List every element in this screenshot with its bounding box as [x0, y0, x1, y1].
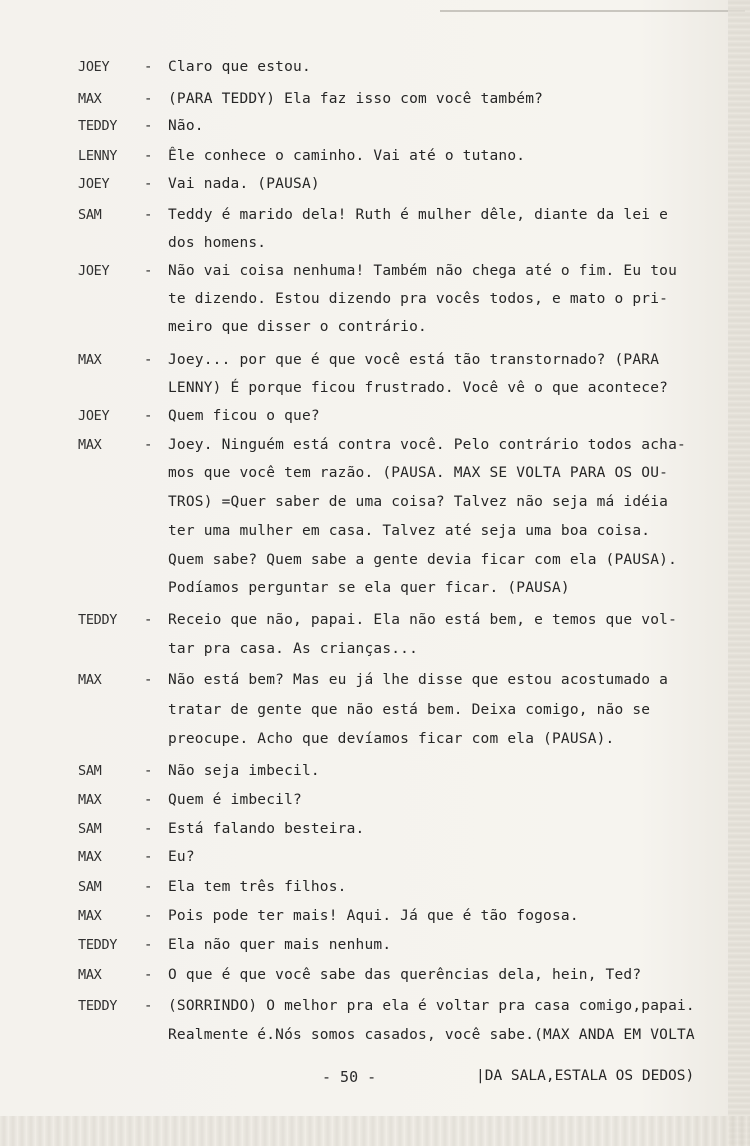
script-line [0, 352, 720, 376]
speaker-dash: - [144, 176, 153, 192]
script-line [0, 672, 720, 696]
speaker-name: SAM [78, 821, 102, 837]
speaker-name: MAX [78, 849, 102, 865]
script-line [0, 998, 720, 1022]
speaker-dash: - [144, 352, 153, 368]
dialogue-text: Ela não quer mais nenhum. [168, 937, 392, 953]
dialogue-text: Quem ficou o que? [168, 408, 320, 424]
speaker-name: SAM [78, 207, 102, 223]
speaker-name: LENNY [78, 148, 118, 164]
script-line [0, 437, 720, 461]
dialogue-text: (SORRINDO) O melhor pra ela é voltar pra casa comigo,papai. [168, 998, 695, 1014]
speaker-dash: - [144, 763, 153, 779]
script-line [0, 59, 720, 83]
stage-direction-continuation: |DA SALA,ESTALA OS DEDOS) [476, 1068, 695, 1084]
speaker-name: JOEY [78, 176, 110, 192]
page-number: - 50 - [322, 1068, 377, 1086]
speaker-dash: - [144, 672, 153, 688]
dialogue-text: Claro que estou. [168, 59, 311, 75]
dialogue-text: Quem sabe? Quem sabe a gente devia ficar com ela (PAUSA). [168, 552, 677, 568]
dialogue-text: Não seja imbecil. [168, 763, 320, 779]
speaker-dash: - [144, 792, 153, 808]
dialogue-text: Não. [168, 118, 204, 134]
script-line [0, 821, 720, 845]
script-line [0, 148, 720, 172]
script-line [0, 879, 720, 903]
script-line [0, 908, 720, 932]
speaker-name: TEDDY [78, 998, 118, 1014]
page-edge-shadow [728, 0, 750, 1146]
script-line [0, 580, 720, 604]
speaker-name: MAX [78, 908, 102, 924]
speaker-dash: - [144, 821, 153, 837]
speaker-dash: - [144, 408, 153, 424]
dialogue-text: tar pra casa. As crianças... [168, 641, 419, 657]
dialogue-text: Eu? [168, 849, 195, 865]
dialogue-text: Podíamos perguntar se ela quer ficar. (PAUSA) [168, 580, 570, 596]
script-line [0, 1027, 720, 1051]
speaker-name: SAM [78, 763, 102, 779]
script-line [0, 702, 720, 726]
dialogue-text: mos que você tem razão. (PAUSA. MAX SE VOLTA PARA OS OU- [168, 465, 669, 481]
speaker-name: MAX [78, 352, 102, 368]
speaker-dash: - [144, 998, 153, 1014]
speaker-name: JOEY [78, 263, 110, 279]
script-line [0, 612, 720, 636]
speaker-name: TEDDY [78, 118, 118, 134]
script-line [0, 465, 720, 489]
speaker-name: TEDDY [78, 612, 118, 628]
script-line [0, 731, 720, 755]
speaker-name: TEDDY [78, 937, 118, 953]
script-line [0, 967, 720, 991]
speaker-dash: - [144, 91, 153, 107]
dialogue-text: Joey. Ninguém está contra você. Pelo contrário todos acha- [168, 437, 686, 453]
dialogue-text: Vai nada. (PAUSA) [168, 176, 320, 192]
speaker-name: MAX [78, 967, 102, 983]
script-line [0, 91, 720, 115]
speaker-dash: - [144, 879, 153, 895]
speaker-dash: - [144, 437, 153, 453]
speaker-dash: - [144, 612, 153, 628]
script-line [0, 176, 720, 200]
speaker-dash: - [144, 148, 153, 164]
dialogue-text: ter uma mulher em casa. Talvez até seja uma boa coisa. [168, 523, 651, 539]
script-line [0, 118, 720, 142]
speaker-name: JOEY [78, 408, 110, 424]
dialogue-text: TROS) =Quer saber de uma coisa? Talvez não seja má idéia [168, 494, 669, 510]
speaker-dash: - [144, 263, 153, 279]
page-bottom-shadow [0, 1116, 750, 1146]
dialogue-text: Quem é imbecil? [168, 792, 302, 808]
dialogue-text: Êle conhece o caminho. Vai até o tutano. [168, 148, 526, 164]
script-line [0, 641, 720, 665]
dialogue-text: Não vai coisa nenhuma! Também não chega até o fim. Eu tou [168, 263, 677, 279]
speaker-dash: - [144, 59, 153, 75]
speaker-dash: - [144, 967, 153, 983]
script-line [0, 792, 720, 816]
script-line [0, 523, 720, 547]
speaker-name: MAX [78, 792, 102, 808]
script-line [0, 291, 720, 315]
script-line [0, 937, 720, 961]
dialogue-text: dos homens. [168, 235, 267, 251]
speaker-name: MAX [78, 437, 102, 453]
dialogue-text: tratar de gente que não está bem. Deixa comigo, não se [168, 702, 651, 718]
script-line [0, 552, 720, 576]
dialogue-text: Realmente é.Nós somos casados, você sabe.(MAX ANDA EM VOLTA [168, 1027, 695, 1043]
dialogue-text: LENNY) É porque ficou frustrado. Você vê o que acontece? [168, 380, 669, 396]
top-rule [440, 10, 745, 12]
script-line [0, 235, 720, 259]
speaker-name: JOEY [78, 59, 110, 75]
dialogue-text: te dizendo. Estou dizendo pra vocês todos, e mato o pri- [168, 291, 669, 307]
dialogue-text: Joey... por que é que você está tão transtornado? (PARA [168, 352, 660, 368]
script-line [0, 763, 720, 787]
script-line [0, 494, 720, 518]
script-line [0, 263, 720, 287]
speaker-dash: - [144, 849, 153, 865]
dialogue-text: Teddy é marido dela! Ruth é mulher dêle, diante da lei e [168, 207, 669, 223]
dialogue-text: O que é que você sabe das querências dela, hein, Ted? [168, 967, 642, 983]
speaker-dash: - [144, 207, 153, 223]
dialogue-text: Pois pode ter mais! Aqui. Já que é tão fogosa. [168, 908, 579, 924]
script-line [0, 408, 720, 432]
dialogue-text: (PARA TEDDY) Ela faz isso com você também? [168, 91, 544, 107]
script-line [0, 319, 720, 343]
script-line [0, 380, 720, 404]
speaker-name: MAX [78, 672, 102, 688]
speaker-dash: - [144, 118, 153, 134]
dialogue-text: meiro que disser o contrário. [168, 319, 427, 335]
script-line [0, 207, 720, 231]
dialogue-text: Ela tem três filhos. [168, 879, 347, 895]
speaker-dash: - [144, 908, 153, 924]
dialogue-text: Não está bem? Mas eu já lhe disse que estou acostumado a [168, 672, 669, 688]
dialogue-text: Receio que não, papai. Ela não está bem, e temos que vol- [168, 612, 677, 628]
dialogue-text: preocupe. Acho que devíamos ficar com ela (PAUSA). [168, 731, 615, 747]
speaker-dash: - [144, 937, 153, 953]
speaker-name: MAX [78, 91, 102, 107]
script-line [0, 849, 720, 873]
speaker-name: SAM [78, 879, 102, 895]
dialogue-text: Está falando besteira. [168, 821, 365, 837]
